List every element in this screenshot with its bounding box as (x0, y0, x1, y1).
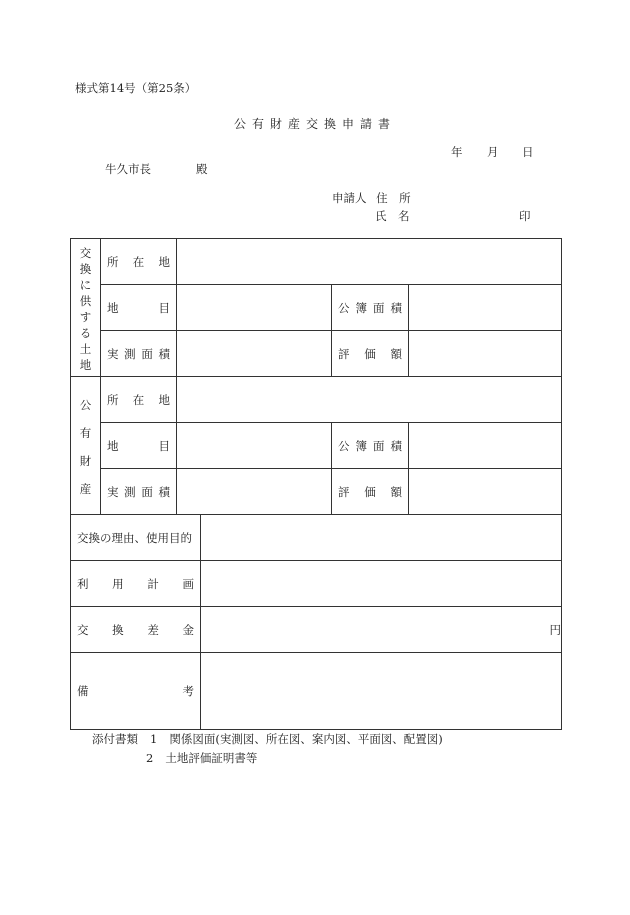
field-reason[interactable] (201, 515, 562, 561)
field-location-1[interactable] (177, 239, 562, 285)
addressee (105, 161, 208, 177)
honorific: 殿 (196, 162, 208, 176)
attachment-line-2: 2 土地評価証明書等 (146, 751, 258, 765)
group-label-public-property: 公 有 財 産 (71, 377, 101, 515)
form-number: 様式第14号（第25条） (75, 81, 197, 95)
label-usage-plan: 利 用 計 画 (71, 561, 201, 607)
date-year-label: 年 (451, 145, 463, 159)
field-measured-area-1[interactable] (177, 331, 332, 377)
attachments-label: 添付書類 (92, 732, 138, 746)
field-valuation-1[interactable] (409, 331, 562, 377)
label-location: 所 在 地 (101, 377, 177, 423)
label-reason: 交換の理由、使用目的 (71, 515, 201, 561)
field-valuation-2[interactable] (409, 469, 562, 515)
address-label: 住 所 (376, 191, 411, 205)
addressee-name: 牛久市長 (105, 162, 151, 176)
date-day-label: 日 (522, 145, 534, 159)
field-location-2[interactable] (177, 377, 562, 423)
field-land-category-1[interactable] (177, 285, 332, 331)
applicant-address-line (332, 190, 411, 206)
attachment-item-2: 土地評価証明書等 (165, 751, 258, 765)
label-land-category: 地 目 (101, 423, 177, 469)
applicant-label: 申請人 (332, 191, 367, 205)
label-registered-area: 公 簿 面 積 (332, 423, 409, 469)
label-land-category: 地 目 (101, 285, 177, 331)
label-location: 所 在 地 (101, 239, 177, 285)
form-title: 公有財産交換申請書 (233, 117, 396, 131)
name-label: 氏 名 (375, 209, 410, 223)
label-remarks: 備 考 (71, 653, 201, 730)
field-measured-area-2[interactable] (177, 469, 332, 515)
label-valuation: 評 価 額 (332, 469, 409, 515)
field-usage-plan[interactable] (201, 561, 562, 607)
date-month-label: 月 (487, 145, 499, 159)
field-land-category-2[interactable] (177, 423, 332, 469)
attachment-line-1: 添付書類 1 関係図面(実測図、所在図、案内図、平面図、配置図) (92, 732, 443, 746)
field-registered-area-1[interactable] (409, 285, 562, 331)
application-table (70, 238, 562, 730)
field-registered-area-2[interactable] (409, 423, 562, 469)
label-measured-area: 実 測 面 積 (101, 331, 177, 377)
attachment-item-1: 関係図面(実測図、所在図、案内図、平面図、配置図) (169, 732, 443, 746)
label-valuation: 評 価 額 (332, 331, 409, 377)
label-registered-area: 公 簿 面 積 (332, 285, 409, 331)
field-remarks[interactable] (201, 653, 562, 730)
group-label-exchange-land: 交 換 に 供 す る 土 地 (71, 239, 101, 377)
field-exchange-difference[interactable] (201, 607, 562, 653)
seal-mark: 印 (519, 209, 531, 223)
yen-unit: 円 (549, 622, 561, 637)
label-exchange-difference: 交 換 差 金 (71, 607, 201, 653)
label-measured-area: 実 測 面 積 (101, 469, 177, 515)
